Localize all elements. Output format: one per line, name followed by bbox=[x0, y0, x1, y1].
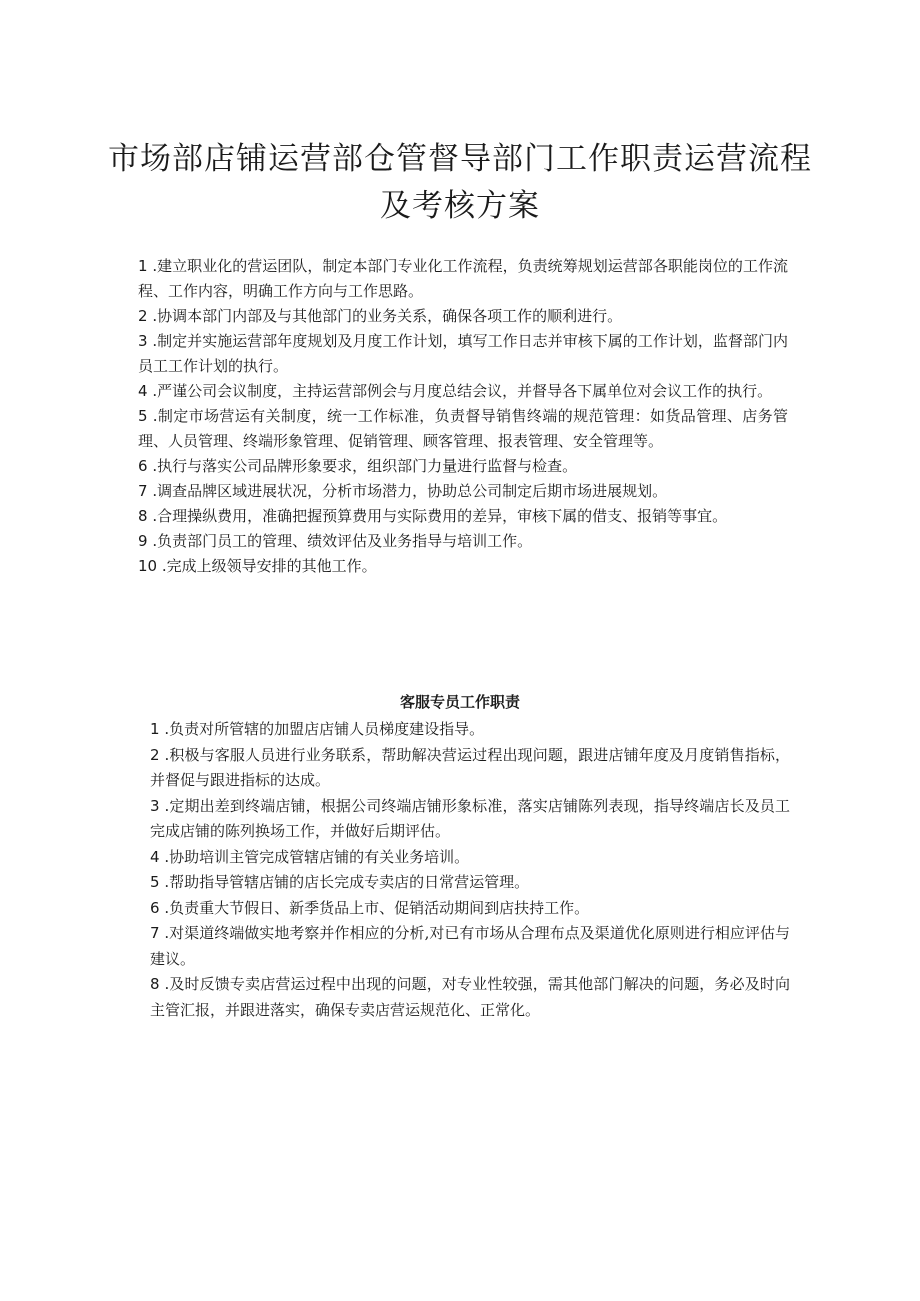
list-item bbox=[150, 972, 790, 1023]
item-number: 10 bbox=[138, 557, 158, 575]
customer-service-duties-list bbox=[150, 717, 790, 1023]
item-number: 1 bbox=[150, 720, 160, 738]
list-item bbox=[138, 379, 788, 404]
item-number: 5 bbox=[138, 407, 148, 425]
item-text: .负责重大节假日、新季货品上市、促销活动期间到店扶持工作。 bbox=[159, 898, 590, 917]
item-number: 1 bbox=[138, 257, 148, 275]
item-text: .积极与客服人员进行业务联系，帮助解决营运过程出现问题，跟进店铺年度及月度销售指标，并督促与跟进指标的达成。 bbox=[150, 745, 790, 789]
item-text: .完成上级领导安排的其他工作。 bbox=[157, 557, 377, 575]
item-number: 7 bbox=[150, 924, 160, 942]
item-text: .负责部门员工的管理、绩效评估及业务指导与培训工作。 bbox=[147, 532, 533, 550]
item-number: 7 bbox=[138, 482, 148, 500]
item-text: .调查品牌区域进展状况，分析市场潜力，协助总公司制定后期市场进展规划。 bbox=[147, 482, 668, 500]
item-number: 4 bbox=[138, 382, 148, 400]
list-item bbox=[150, 921, 790, 972]
item-number: 3 bbox=[138, 332, 148, 350]
list-item bbox=[138, 479, 788, 504]
item-number: 5 bbox=[150, 873, 160, 891]
item-text: .执行与落实公司品牌形象要求，组织部门力量进行监督与检查。 bbox=[147, 457, 578, 475]
item-text: .及时反馈专卖店营运过程中出现的问题，对专业性较强，需其他部门解决的问题，务必及时向主管汇报，并跟进落实，确保专卖店营运规范化、正常化。 bbox=[150, 975, 790, 1019]
list-item bbox=[138, 254, 788, 304]
item-text: .负责对所管辖的加盟店店铺人员梯度建设指导。 bbox=[159, 720, 485, 738]
item-text: .制定并实施运营部年度规划及月度工作计划，填写工作日志并审核下属的工作计划，监督部门内员工工作计划的执行。 bbox=[138, 332, 788, 375]
item-text: .建立职业化的营运团队，制定本部门专业化工作流程，负责统筹规划运营部各职能岗位的工作流程、工作内容，明确工作方向与工作思路。 bbox=[138, 257, 788, 300]
item-number: 2 bbox=[150, 745, 160, 764]
item-number: 8 bbox=[150, 975, 160, 993]
item-number: 9 bbox=[138, 532, 148, 550]
item-text: .对渠道终端做实地考察并作相应的分析,对已有市场从合理布点及渠道优化原则进行相应评估与建议。 bbox=[150, 924, 790, 968]
department-duties-list bbox=[138, 254, 788, 579]
customer-service-heading: 客服专员工作职责 bbox=[399, 693, 520, 711]
list-item bbox=[138, 304, 788, 329]
list-item bbox=[150, 717, 790, 743]
document-title-line-1: 市场部店铺运营部仓管督导部门工作职责运营流程 bbox=[108, 141, 812, 177]
list-item bbox=[138, 329, 788, 379]
item-number: 8 bbox=[138, 507, 148, 525]
list-item bbox=[150, 896, 790, 922]
item-text: .严谨公司会议制度，主持运营部例会与月度总结会议，并督导各下属单位对会议工作的执行。 bbox=[147, 382, 773, 400]
list-item bbox=[150, 870, 790, 896]
item-text: .合理操纵费用，准确把握预算费用与实际费用的差异，审核下属的借支、报销等事宜。 bbox=[147, 507, 728, 525]
item-number: 3 bbox=[150, 796, 160, 815]
item-text: .协助培训主管完成管辖店铺的有关业务培训。 bbox=[159, 847, 470, 866]
document-title-line-2: 及考核方案 bbox=[380, 188, 540, 224]
list-item bbox=[138, 454, 788, 479]
item-number: 2 bbox=[138, 307, 148, 325]
list-item bbox=[150, 794, 790, 845]
list-item bbox=[138, 529, 788, 554]
item-text: .制定市场营运有关制度，统一工作标准，负责督导销售终端的规范管理：如货品管理、店务管理、人员管理、终端形象管理、促销管理、顾客管理、报表管理、安全管理等。 bbox=[138, 407, 788, 450]
list-item bbox=[138, 404, 788, 454]
item-text: .定期出差到终端店铺，根据公司终端店铺形象标准，落实店铺陈列表现，指导终端店长及员工完成店铺的陈列换场工作，并做好后期评估。 bbox=[150, 796, 790, 840]
list-item bbox=[138, 504, 788, 529]
item-number: 6 bbox=[138, 457, 148, 475]
list-item bbox=[150, 743, 790, 794]
item-text: .协调本部门内部及与其他部门的业务关系，确保各项工作的顺利进行。 bbox=[147, 307, 623, 325]
list-item bbox=[138, 554, 788, 579]
item-number: 6 bbox=[150, 898, 160, 917]
item-text: .帮助指导管辖店铺的店长完成专卖店的日常营运管理。 bbox=[159, 873, 530, 891]
list-item bbox=[150, 845, 790, 871]
item-number: 4 bbox=[150, 847, 160, 866]
